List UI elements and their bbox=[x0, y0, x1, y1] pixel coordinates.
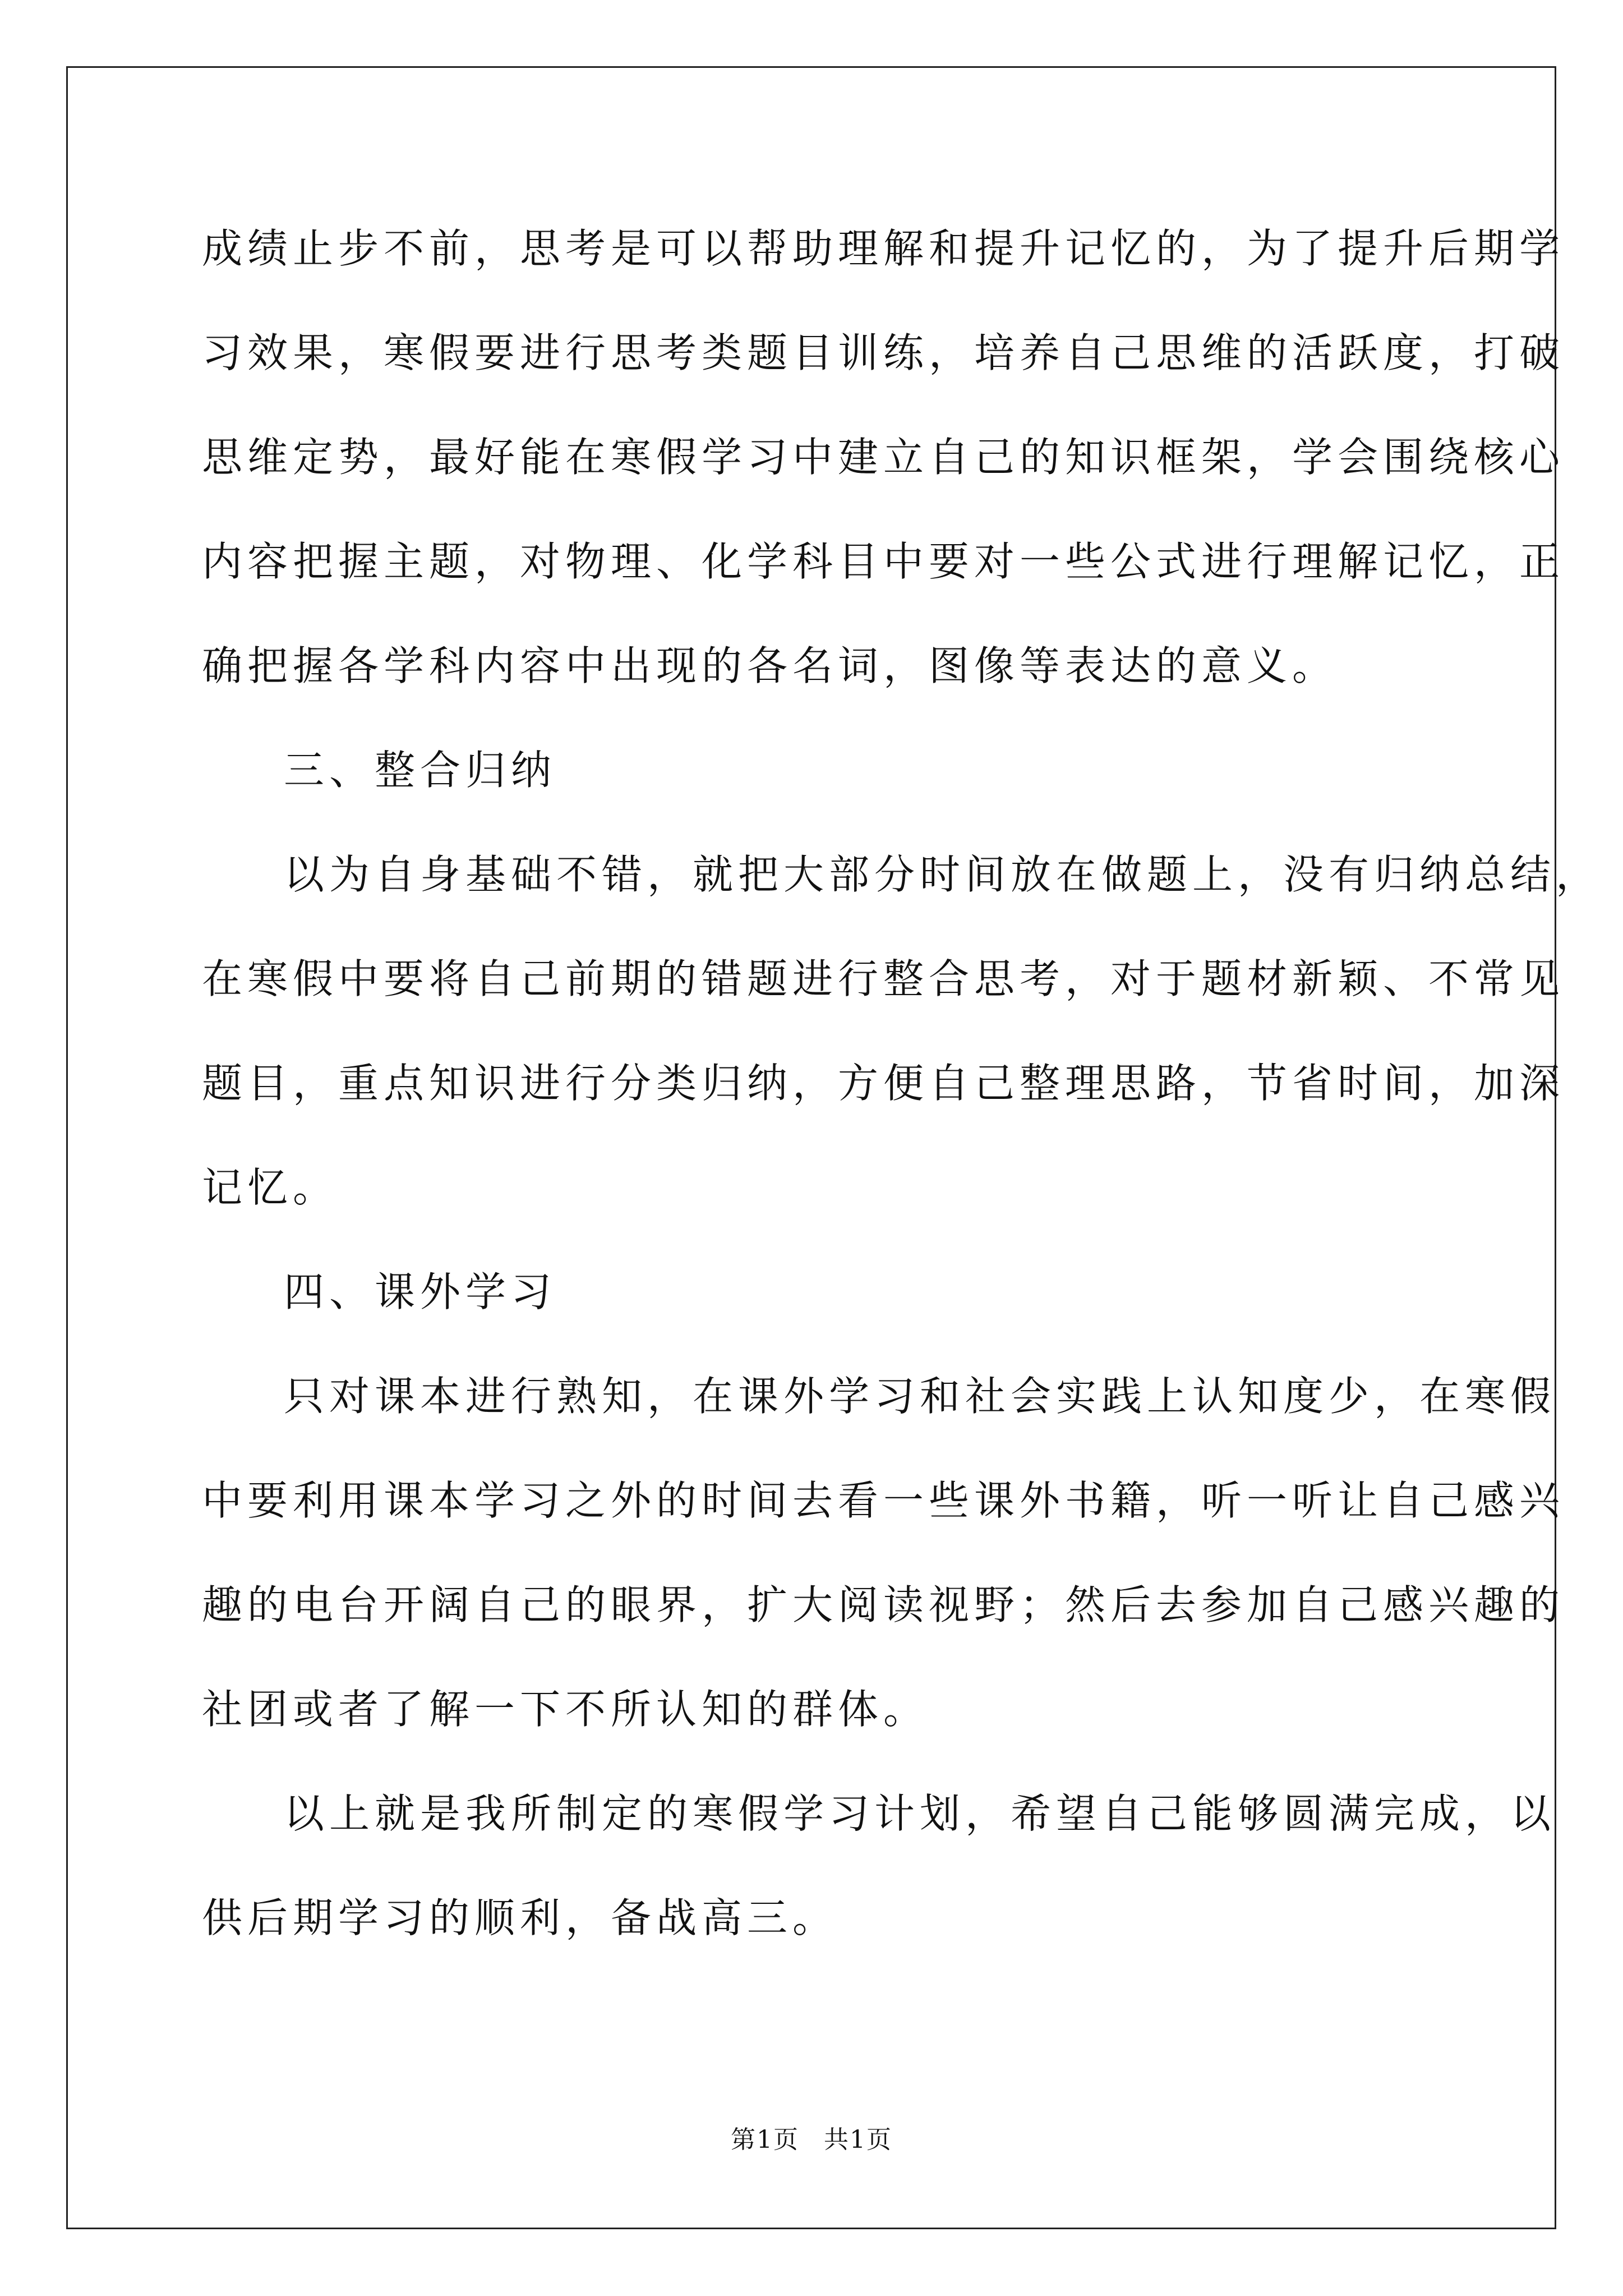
paragraph-line: 供后期学习的顺利，备战高三。 bbox=[202, 1894, 838, 1941]
page-number-total: 共1页 bbox=[824, 2125, 892, 2154]
paragraph-line: 中要利用课本学习之外的时间去看一些课外书籍，听一听让自己感兴 bbox=[202, 1477, 1565, 1524]
paragraph-line: 趣的电台开阔自己的眼界，扩大阅读视野；然后去参加自己感兴趣的 bbox=[202, 1581, 1565, 1628]
paragraph-line: 题目，重点知识进行分类归纳，方便自己整理思路，节省时间，加深 bbox=[202, 1060, 1565, 1107]
paragraph-line: 以上就是我所制定的寒假学习计划，希望自己能够圆满完成，以 bbox=[284, 1790, 1556, 1837]
section-heading: 三、整合归纳 bbox=[284, 747, 557, 794]
paragraph-line: 习效果，寒假要进行思考类题目训练，培养自己思维的活跃度，打破 bbox=[202, 329, 1565, 376]
section-heading: 四、课外学习 bbox=[284, 1268, 557, 1315]
paragraph-line: 成绩止步不前，思考是可以帮助理解和提升记忆的，为了提升后期学 bbox=[202, 225, 1565, 272]
page-number-current: 第1页 bbox=[731, 2125, 799, 2154]
paragraph-line: 思维定势，最好能在寒假学习中建立自己的知识框架，学会围绕核心 bbox=[202, 434, 1565, 481]
paragraph-line: 只对课本进行熟知，在课外学习和社会实践上认知度少，在寒假 bbox=[284, 1373, 1556, 1420]
paragraph-line: 记忆。 bbox=[202, 1164, 339, 1211]
document-body bbox=[202, 219, 1602, 1993]
paragraph-line: 确把握各学科内容中出现的各名词，图像等表达的意义。 bbox=[202, 642, 1338, 689]
paragraph-line: 内容把握主题，对物理、化学科目中要对一些公式进行理解记忆，正 bbox=[202, 538, 1565, 585]
paragraph-line: 以为自身基础不错，就把大部分时间放在做题上，没有归纳总结， bbox=[284, 851, 1602, 898]
page-footer bbox=[0, 2124, 1623, 2156]
paragraph-line: 社团或者了解一下不所认知的群体。 bbox=[202, 1686, 929, 1733]
paragraph-line: 在寒假中要将自己前期的错题进行整合思考，对于题材新颖、不常见 bbox=[202, 955, 1565, 1002]
